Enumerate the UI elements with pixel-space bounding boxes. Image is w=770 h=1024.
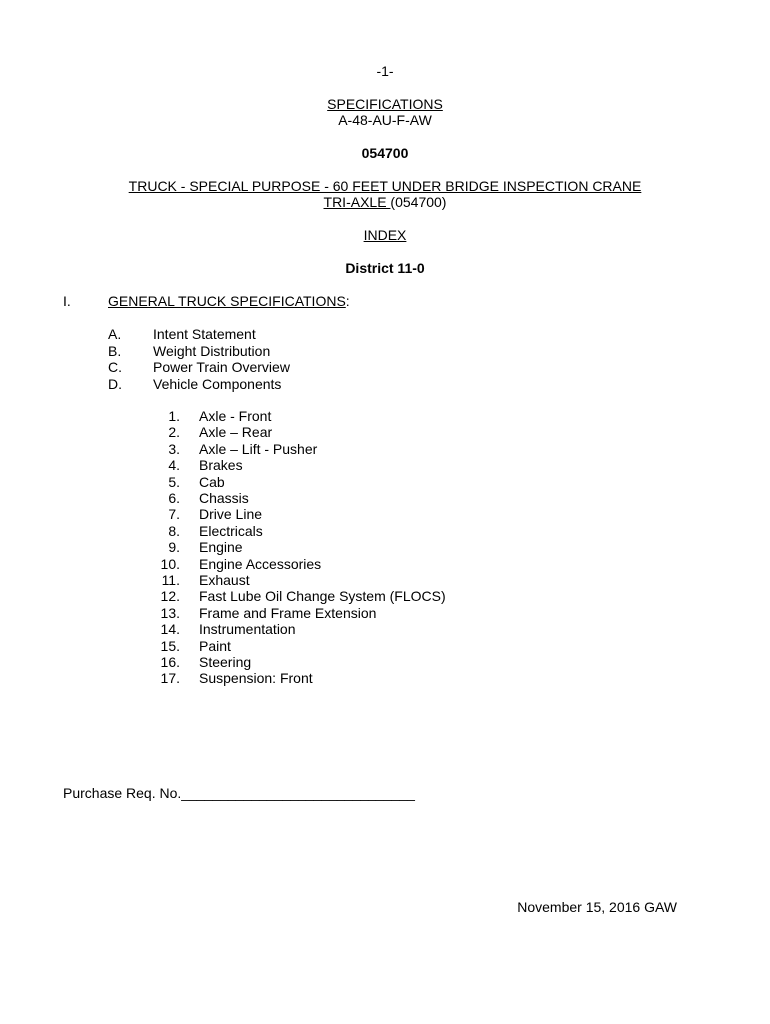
list-letter: B. — [108, 342, 122, 359]
list-item-label: Steering — [199, 654, 252, 670]
list-item-label: Engine — [199, 539, 243, 556]
list-item-label: Axle – Rear — [199, 424, 273, 441]
list-number: 14. — [160, 621, 180, 638]
list-number: 9. — [168, 539, 180, 556]
spec-number: 054700 — [361, 145, 409, 161]
list-item-label: Cab — [199, 473, 225, 490]
list-number: 2. — [168, 424, 180, 441]
list-item-label: Exhaust — [199, 572, 250, 588]
subject-tri-axle: TRI-AXLE — [323, 194, 391, 210]
list-item-label: Fast Lube Oil Change System (FLOCS) — [199, 588, 446, 605]
list-number: 1. — [168, 408, 180, 424]
list-number: 16. — [160, 654, 180, 670]
footer-date: November 15, 2016 GAW — [517, 899, 677, 915]
page-number: -1- — [376, 63, 394, 79]
subject-line-2 — [0, 194, 770, 210]
list-item-label: Weight Distribution — [153, 342, 271, 359]
section-heading — [108, 293, 350, 309]
list-number: 13. — [160, 604, 180, 621]
list-item-label: Power Train Overview — [153, 359, 290, 375]
list-number: 6. — [168, 490, 180, 506]
list-item-label: Engine Accessories — [199, 555, 322, 572]
list-number: 7. — [168, 506, 180, 523]
index-heading: INDEX — [363, 227, 407, 243]
list-number: 5. — [168, 473, 180, 490]
list-item-label: Paint — [199, 637, 231, 654]
list-item-label: Frame and Frame Extension — [199, 604, 377, 621]
subject-code: (054700) — [390, 194, 447, 210]
list-item-label: Intent Statement — [153, 326, 256, 342]
purchase-req-field: Purchase Req. No.______________________________ — [63, 785, 415, 801]
list-letter: A. — [108, 326, 122, 342]
district-label: District 11-0 — [345, 260, 425, 276]
list-item-label: Vehicle Components — [153, 375, 282, 392]
spec-code: A-48-AU-F-AW — [338, 112, 432, 128]
list-number: 8. — [168, 522, 180, 539]
section-numeral: I. — [63, 293, 71, 309]
list-number: 3. — [168, 440, 180, 457]
section-title: GENERAL TRUCK SPECIFICATIONS — [108, 293, 346, 309]
list-item-label: Axle – Lift - Pusher — [199, 440, 318, 457]
list-item-label: Instrumentation — [199, 621, 296, 638]
list-number: 11. — [161, 572, 180, 588]
list-item-label: Axle - Front — [199, 408, 272, 424]
list-number: 10. — [160, 555, 180, 572]
list-number: 17. — [160, 670, 180, 687]
list-item-label: Drive Line — [199, 506, 263, 523]
list-number: 12. — [160, 588, 180, 605]
list-item-label: Chassis — [199, 490, 249, 506]
section-title-colon: : — [345, 293, 350, 309]
list-number: 15. — [160, 637, 180, 654]
list-letter: D. — [108, 375, 122, 392]
subject-line-1: TRUCK - SPECIAL PURPOSE - 60 FEET UNDER BRIDGE INSPECTION CRANE — [128, 178, 642, 194]
list-letter: C. — [108, 359, 122, 375]
list-item-label: Suspension: Front — [199, 670, 313, 687]
list-item-label: Electricals — [199, 522, 263, 539]
list-number: 4. — [168, 457, 180, 474]
list-item-label: Brakes — [199, 457, 243, 474]
spec-title: SPECIFICATIONS — [327, 96, 443, 112]
